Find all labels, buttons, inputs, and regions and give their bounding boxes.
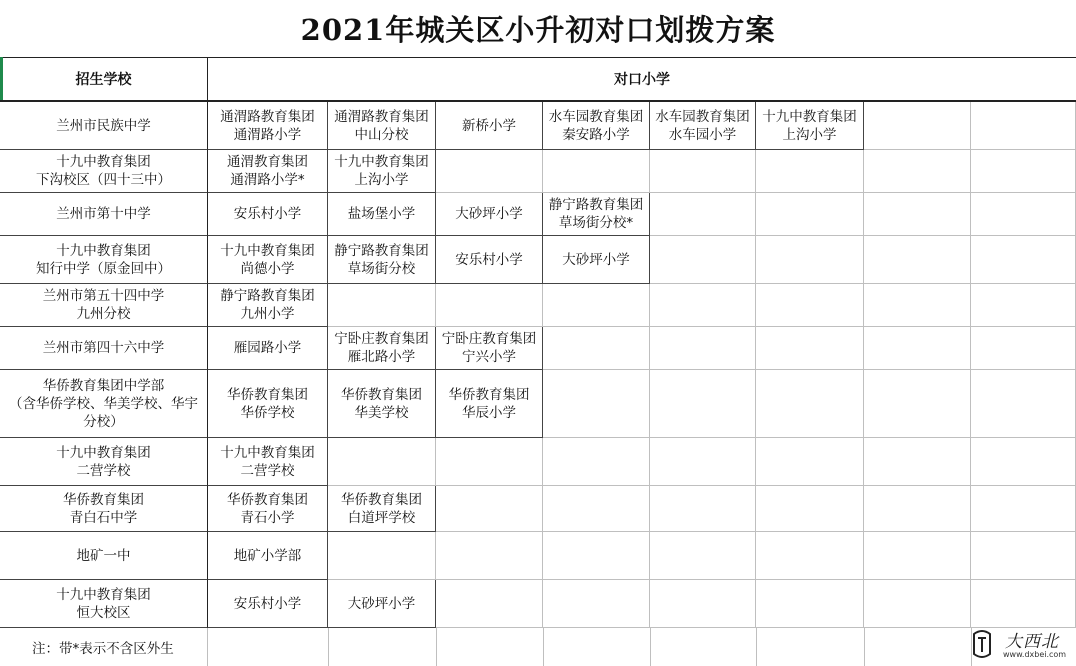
empty-cell — [864, 580, 971, 628]
primary-school-cell: 十九中教育集团 上沟小学 — [328, 150, 436, 193]
school-cell: 华侨教育集团 青白石中学 — [0, 486, 208, 532]
primary-school-cell: 安乐村小学 — [436, 236, 543, 284]
primary-school-cell: 盐场堡小学 — [328, 193, 436, 236]
school-cell: 兰州市民族中学 — [0, 102, 208, 150]
school-cell: 兰州市第十中学 — [0, 193, 208, 236]
empty-cell — [328, 438, 436, 486]
empty-cell — [543, 327, 650, 370]
grid-line — [543, 628, 544, 666]
empty-cell — [650, 284, 756, 327]
primary-school-cell: 大砂坪小学 — [328, 580, 436, 628]
empty-cell — [971, 580, 1076, 628]
school-cell: 十九中教育集团 下沟校区（四十三中） — [0, 150, 208, 193]
empty-cell — [864, 193, 971, 236]
empty-cell — [436, 580, 543, 628]
empty-cell — [971, 370, 1076, 438]
empty-cell — [756, 486, 864, 532]
empty-cell — [864, 327, 971, 370]
school-cell: 地矿一中 — [0, 532, 208, 580]
header-school: 招生学校 — [0, 57, 208, 102]
empty-cell — [971, 102, 1076, 150]
school-cell: 十九中教育集团 恒大校区 — [0, 580, 208, 628]
empty-cell — [650, 150, 756, 193]
primary-school-cell: 通渭路教育集团 中山分校 — [328, 102, 436, 150]
empty-cell — [864, 438, 971, 486]
school-cell: 兰州市第五十四中学 九州分校 — [0, 284, 208, 327]
empty-cell — [650, 193, 756, 236]
primary-school-cell: 地矿小学部 — [208, 532, 328, 580]
primary-school-cell: 通渭教育集团 通渭路小学* — [208, 150, 328, 193]
grid-line — [971, 628, 972, 666]
empty-cell — [543, 438, 650, 486]
footnote: 注：带*表示不含区外生 — [0, 628, 208, 666]
primary-school-cell: 静宁路教育集团 草场街分校* — [543, 193, 650, 236]
empty-cell — [650, 438, 756, 486]
primary-school-cell: 静宁路教育集团 九州小学 — [208, 284, 328, 327]
empty-cell — [971, 532, 1076, 580]
empty-cell — [971, 236, 1076, 284]
empty-cell — [864, 532, 971, 580]
primary-school-cell: 水车园教育集团 水车园小学 — [650, 102, 756, 150]
grid-line — [864, 628, 865, 666]
empty-cell — [328, 532, 436, 580]
empty-cell — [436, 284, 543, 327]
footnote-blank-cells — [208, 628, 1076, 666]
empty-cell — [971, 438, 1076, 486]
school-cell: 十九中教育集团 二营学校 — [0, 438, 208, 486]
primary-school-cell: 雁园路小学 — [208, 327, 328, 370]
empty-cell — [436, 486, 543, 532]
empty-cell — [971, 193, 1076, 236]
empty-cell — [864, 486, 971, 532]
empty-cell — [756, 438, 864, 486]
empty-cell — [436, 532, 543, 580]
primary-school-cell: 宁卧庄教育集团 宁兴小学 — [436, 327, 543, 370]
grid-line — [328, 628, 329, 666]
grid-line — [650, 628, 651, 666]
empty-cell — [864, 236, 971, 284]
watermark-url: www.dxbei.com — [1003, 650, 1067, 659]
page-title: 2021年城关区小升初对口划拨方案 — [0, 0, 1076, 58]
empty-cell — [864, 370, 971, 438]
primary-school-cell: 通渭路教育集团 通渭路小学 — [208, 102, 328, 150]
empty-cell — [971, 486, 1076, 532]
primary-school-cell: 宁卧庄教育集团 雁北路小学 — [328, 327, 436, 370]
school-cell: 华侨教育集团中学部 （含华侨学校、华美学校、华宇 分校） — [0, 370, 208, 438]
empty-cell — [756, 327, 864, 370]
primary-school-cell: 新桥小学 — [436, 102, 543, 150]
empty-cell — [971, 284, 1076, 327]
primary-school-cell: 华侨教育集团 白道坪学校 — [328, 486, 436, 532]
primary-school-cell: 华侨教育集团 华侨学校 — [208, 370, 328, 438]
grid-line — [436, 628, 437, 666]
primary-school-cell: 安乐村小学 — [208, 193, 328, 236]
empty-cell — [864, 102, 971, 150]
primary-school-cell: 十九中教育集团 二营学校 — [208, 438, 328, 486]
empty-cell — [650, 580, 756, 628]
primary-school-cell: 大砂坪小学 — [543, 236, 650, 284]
primary-school-cell: 华侨教育集团 华辰小学 — [436, 370, 543, 438]
primary-school-cell: 华侨教育集团 青石小学 — [208, 486, 328, 532]
empty-cell — [543, 580, 650, 628]
empty-cell — [756, 532, 864, 580]
empty-cell — [328, 284, 436, 327]
primary-school-cell: 十九中教育集团 尚德小学 — [208, 236, 328, 284]
empty-cell — [436, 438, 543, 486]
primary-school-cell: 华侨教育集团 华美学校 — [328, 370, 436, 438]
grid-line — [756, 628, 757, 666]
empty-cell — [756, 193, 864, 236]
empty-cell — [650, 236, 756, 284]
empty-cell — [650, 486, 756, 532]
empty-cell — [756, 284, 864, 327]
school-cell: 兰州市第四十六中学 — [0, 327, 208, 370]
empty-cell — [436, 150, 543, 193]
empty-cell — [543, 370, 650, 438]
school-cell: 十九中教育集团 知行中学（原金回中） — [0, 236, 208, 284]
empty-cell — [756, 370, 864, 438]
primary-school-cell: 十九中教育集团 上沟小学 — [756, 102, 864, 150]
empty-cell — [543, 150, 650, 193]
watermark-text: 大西北 — [1005, 632, 1059, 652]
empty-cell — [543, 284, 650, 327]
primary-school-cell: 安乐村小学 — [208, 580, 328, 628]
empty-cell — [543, 486, 650, 532]
empty-cell — [650, 370, 756, 438]
empty-cell — [756, 580, 864, 628]
empty-cell — [650, 327, 756, 370]
empty-cell — [543, 532, 650, 580]
empty-cell — [971, 150, 1076, 193]
empty-cell — [650, 532, 756, 580]
empty-cell — [864, 284, 971, 327]
primary-school-cell: 静宁路教育集团 草场街分校 — [328, 236, 436, 284]
primary-school-cell: 水车园教育集团 秦安路小学 — [543, 102, 650, 150]
empty-cell — [756, 236, 864, 284]
empty-cell — [756, 150, 864, 193]
empty-cell — [971, 327, 1076, 370]
empty-cell — [864, 150, 971, 193]
primary-school-cell: 大砂坪小学 — [436, 193, 543, 236]
header-primary: 对口小学 — [208, 57, 1076, 102]
